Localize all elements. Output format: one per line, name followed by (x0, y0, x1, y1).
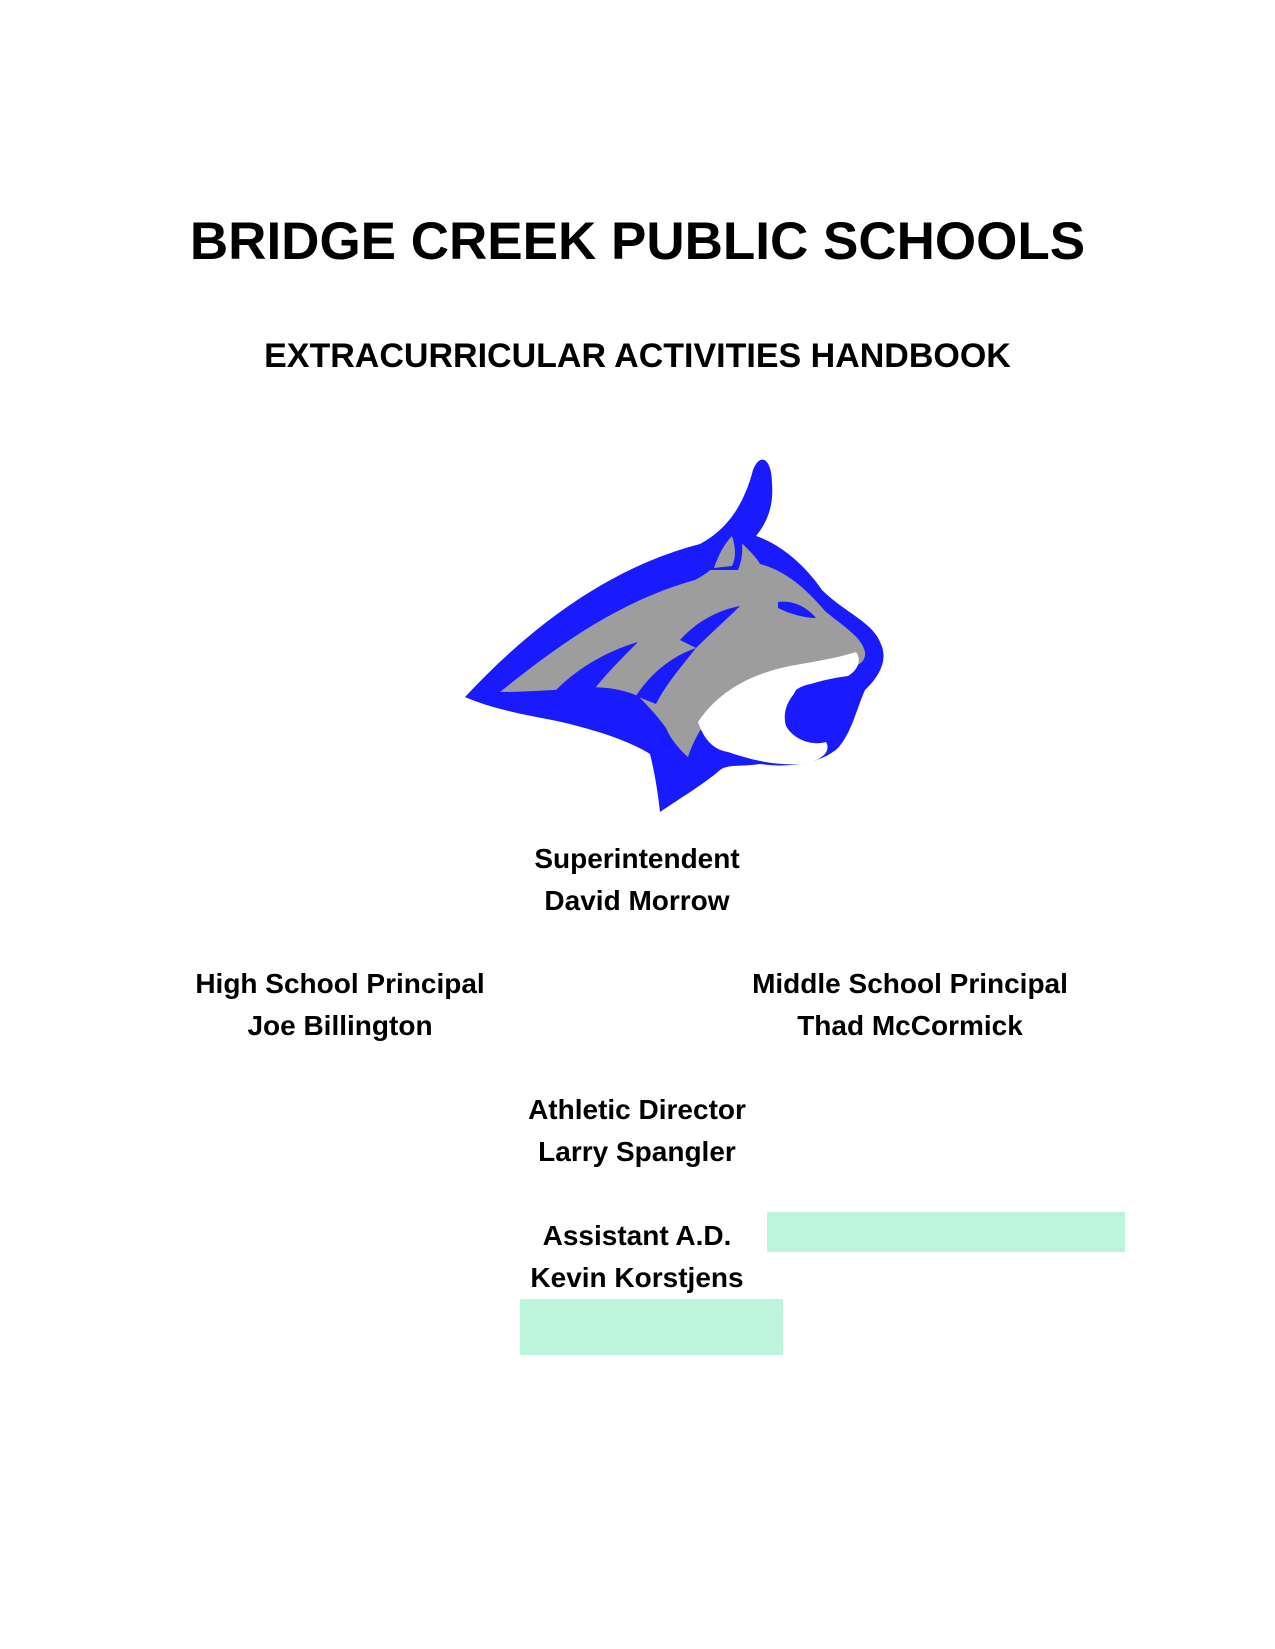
document-title: BRIDGE CREEK PUBLIC SCHOOLS (189, 212, 1086, 271)
middle-school-principal-name: Thad McCormick (797, 1010, 1023, 1041)
athletic-director-block (487, 1089, 787, 1173)
bobcat-mascot-icon (460, 452, 910, 812)
high-school-principal-block (185, 963, 495, 1047)
text-highlight (520, 1299, 783, 1355)
assistant-ad-role: Assistant A.D. (542, 1220, 732, 1251)
assistant-ad-name: Kevin Korstjens (530, 1262, 744, 1293)
high-school-principal-name: Joe Billington (247, 1010, 433, 1041)
document-subtitle: EXTRACURRICULAR ACTIVITIES HANDBOOK (264, 337, 1011, 375)
text-highlight (767, 1212, 1125, 1252)
assistant-ad-block (487, 1215, 787, 1299)
athletic-director-role: Athletic Director (528, 1094, 746, 1125)
high-school-principal-role: High School Principal (195, 968, 485, 999)
middle-school-principal-role: Middle School Principal (752, 968, 1068, 999)
superintendent-role: Superintendent (534, 843, 740, 874)
superintendent-block (487, 838, 787, 922)
athletic-director-name: Larry Spangler (538, 1136, 736, 1167)
superintendent-name: David Morrow (544, 885, 730, 916)
middle-school-principal-block (735, 963, 1085, 1047)
